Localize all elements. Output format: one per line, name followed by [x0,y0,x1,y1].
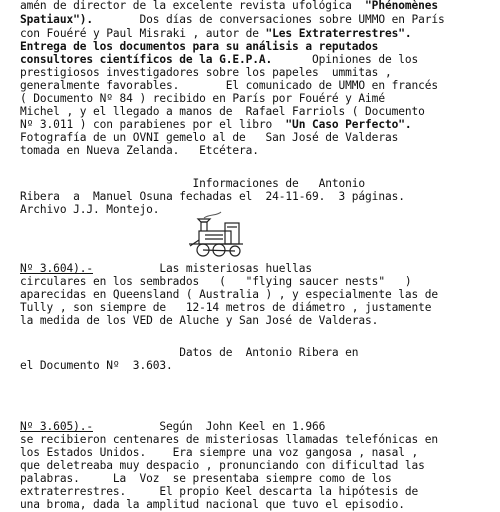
text-line [20,13,490,27]
text-segment: palabras. La Voz se presentaba siempre como de los [20,472,392,485]
text-segment: Informaciones de Antonio [20,177,366,190]
text-segment: Las misteriosas huellas [93,262,312,275]
text-line [20,203,490,217]
text-segment: tomada en Nueva Zelanda. Etcétera. [20,144,259,157]
text-segment: circulares en los sembrados ( "flying saucer nests" ) [20,275,412,288]
item-number-heading: Nº 3.604).- [20,262,93,275]
bold-text-segment: "Les Extraterrestres". [265,27,412,40]
text-line [20,498,490,512]
text-segment: ( Documento Nº 84 ) recibido en París por Fouéré y Aimé [20,92,385,105]
text-segment: extraterrestres. El propio Keel descarta la hipótesis de [20,485,419,498]
text-line [20,53,490,67]
text-line [20,485,490,499]
text-segment: Dos días de conversaciones sobre UMMO en París [93,13,445,26]
text-segment: Tully , son siempre de 12-14 metros de diámetro , justamente [20,301,432,314]
text-line [20,177,490,191]
text-segment: con Fouéré y Paul Misraki , autor de [20,27,266,40]
text-segment: Según John Keel en 1.966 [93,420,326,433]
text-segment: una broma, dada la amplitud nacional que tuvo el episodio. [20,498,405,511]
text-segment: generalmente favorables. El comunicado de UMMO en francés [20,79,439,92]
text-line [20,79,490,93]
text-line [20,105,490,119]
text-segment: el Documento Nº 3.603. [20,359,173,372]
text-line [20,40,490,54]
text-segment: Ribera a Manuel Osuna fechadas el 24-11-69. 3 páginas. [20,190,405,203]
text-segment: la medida de los VED de Aluche y San José de Valderas. [20,314,379,327]
text-line [20,472,490,486]
text-line [20,359,490,373]
text-segment: los Estados Unidos. Era siempre una voz gangosa , nasal , [20,446,419,459]
text-line [20,301,490,315]
text-line [20,144,490,158]
bold-text-segment: Entrega de los documentos para su análisis a reputados [20,40,379,53]
text-line [20,262,490,276]
text-segment: Fotografía de un OVNI gemelo al de San José de Valderas [20,131,399,144]
text-line [20,92,490,106]
text-line [20,190,490,204]
text-segment: Datos de Antonio Ribera en [20,346,359,359]
bold-text-segment: consultores científicos de la G.E.P.A. [20,53,273,66]
text-line [20,66,490,80]
text-segment: aparecidas en Queensland ( Australia ) , y especialmente las de [20,288,439,301]
text-segment: Archivo J.J. Montejo. [20,203,160,216]
text-line [20,131,490,145]
bold-text-segment: Spatiaux"). [20,13,93,26]
text-line [20,27,490,41]
text-line [20,433,490,447]
text-segment: Nº 3.011 ) con parabienes por el libro [20,118,286,131]
text-segment: Opiniones de los [272,53,419,66]
text-line [20,288,490,302]
text-line [20,459,490,473]
text-segment: se recibieron centenares de misteriosas llamadas telefónicas en [20,433,439,446]
text-segment: prestigiosos investigadores sobre los papeles ummitas , [20,66,392,79]
text-line [20,0,490,13]
text-segment: que deletreaba muy despacio , pronunciando con dificultad las [20,459,425,472]
bold-text-segment: "Un Caso Perfecto". [285,118,412,131]
text-line [20,118,490,132]
text-segment: amén de director de la excelente revista ufológica [20,0,366,12]
text-line [20,346,490,360]
item-number-heading: Nº 3.605).- [20,420,93,433]
text-segment: Michel , y el llegado a manos de Rafael Farriols ( Documento [20,105,425,118]
bold-text-segment: "Phénomènes [365,0,439,12]
steam-locomotive-illustration [185,218,247,258]
text-line [20,420,490,434]
text-line [20,314,490,328]
text-line [20,446,490,460]
text-line [20,275,490,289]
